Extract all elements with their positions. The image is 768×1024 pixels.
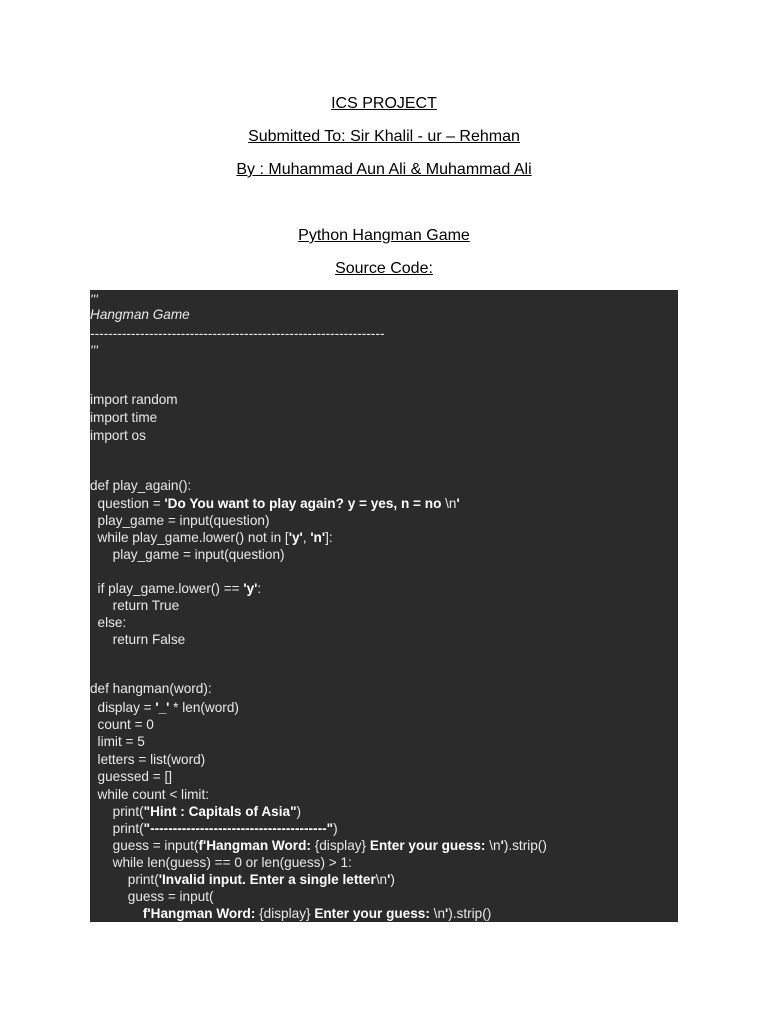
code-token: if play_game.lower() == [90, 581, 244, 596]
code-token: play_game = input(question) [90, 513, 270, 528]
code-line-while-count [90, 786, 209, 804]
code-token: ) [390, 872, 395, 887]
code-line-guess-input [90, 837, 547, 855]
code-line-if-lower-y [90, 580, 261, 598]
authors: By : Muhammad Aun Ali & Muhammad Ali [236, 161, 532, 178]
code-token: ' [445, 906, 449, 921]
code-line-docstring-close [90, 342, 98, 360]
code-token: \n [445, 496, 457, 511]
code-token: 'y' [288, 530, 303, 545]
code-line-import-os [90, 427, 146, 445]
code-line-def-play-again [90, 477, 191, 495]
code-token: 'Invalid input. Enter a single letter [158, 872, 376, 887]
code-token: import random [90, 392, 178, 407]
code-token: display = [90, 700, 156, 715]
code-token: Enter your guess: [369, 838, 490, 853]
code-token: "Hint : Capitals of Asia" [143, 804, 297, 819]
code-line-print-rule [90, 820, 338, 838]
code-line-count-assign [90, 716, 154, 734]
code-token: , [302, 530, 311, 545]
code-token: : [257, 581, 262, 596]
code-token: "---------------------------------------" [143, 821, 334, 836]
code-token: while len(guess) == 0 or len(guess) > 1: [90, 855, 352, 870]
code-token: 'y' [243, 581, 258, 596]
code-token: \n [489, 838, 501, 853]
code-token: question = [90, 496, 165, 511]
code-token: limit = 5 [90, 734, 145, 749]
code-token: ).strip() [503, 838, 547, 853]
code-line-limit-assign [90, 733, 145, 751]
code-block [90, 290, 678, 922]
code-token: import os [90, 428, 146, 443]
code-line-def-hangman [90, 680, 212, 698]
code-line-docstring-title [90, 306, 190, 324]
code-token: f'Hangman Word: [198, 838, 315, 853]
code-token: guessed = [] [90, 769, 172, 784]
code-token: return False [90, 632, 186, 647]
code-line-docstring-rule [90, 325, 384, 343]
code-token: ) [296, 804, 302, 819]
code-line-question-assign [90, 495, 460, 513]
code-token: import time [90, 410, 158, 425]
code-token: '_' [155, 700, 170, 715]
code-token: ) [333, 821, 338, 836]
submitted-to: Submitted To: Sir Khalil - ur – Rehman [248, 128, 520, 145]
code-line-play-game-reinput [90, 546, 285, 564]
code-token: ]: [325, 530, 333, 545]
code-token: Enter your guess: [314, 906, 434, 921]
code-line-print-invalid [90, 871, 395, 889]
code-token [90, 906, 143, 921]
code-token: guess = input( [90, 838, 199, 853]
code-token: print( [90, 821, 144, 836]
code-token: ' [456, 496, 460, 511]
code-line-import-time [90, 409, 157, 427]
source-code-label: Source Code: [335, 260, 433, 277]
code-token: def play_again(): [90, 478, 192, 493]
code-token: 'n' [310, 530, 326, 545]
code-token: Hangman Game [90, 307, 190, 322]
code-line-import-random [90, 391, 178, 409]
code-token: play_game = input(question) [90, 547, 285, 562]
code-token: ''' [90, 343, 98, 358]
code-token: \n [375, 872, 388, 887]
project-title: ICS PROJECT [331, 95, 437, 112]
code-line-guess-reinput [90, 888, 214, 906]
code-token: ''' [90, 292, 98, 307]
code-line-while-lower [90, 529, 333, 547]
code-token: return True [90, 598, 180, 613]
code-token: ' [500, 838, 504, 853]
code-token: print( [90, 804, 144, 819]
code-token: ----------------------------------------------------------------- [90, 326, 385, 341]
code-token: def hangman(word): [90, 681, 212, 696]
code-line-else [90, 614, 126, 632]
code-token: letters = list(word) [90, 752, 206, 767]
code-token: 'Do You want to play again? y = yes, n = no [164, 496, 446, 511]
code-line-guessed-assign [90, 768, 172, 786]
code-token: print( [90, 872, 159, 887]
code-token: {display} [259, 906, 315, 921]
code-token: else: [90, 615, 127, 630]
code-token: guess = input( [90, 889, 214, 904]
code-line-print-hint [90, 803, 301, 821]
code-token: \n [433, 906, 446, 921]
code-token: ).strip() [448, 906, 492, 921]
code-token: while play_game.lower() not in [ [90, 530, 289, 545]
code-token: while count < limit: [90, 787, 209, 802]
code-line-play-game-input [90, 512, 269, 530]
code-token: count = 0 [90, 717, 154, 732]
code-token: f'Hangman Word: [142, 906, 260, 921]
code-token: * len(word) [169, 700, 239, 715]
code-token: ' [387, 872, 391, 887]
code-line-guess-reinput-args [90, 905, 491, 922]
game-title: Python Hangman Game [298, 227, 470, 244]
code-line-letters-assign [90, 751, 205, 769]
code-line-return-true [90, 597, 179, 615]
code-line-return-false [90, 631, 185, 649]
code-token: {display} [314, 838, 370, 853]
code-line-display-assign [90, 699, 239, 717]
code-line-while-len [90, 854, 352, 872]
